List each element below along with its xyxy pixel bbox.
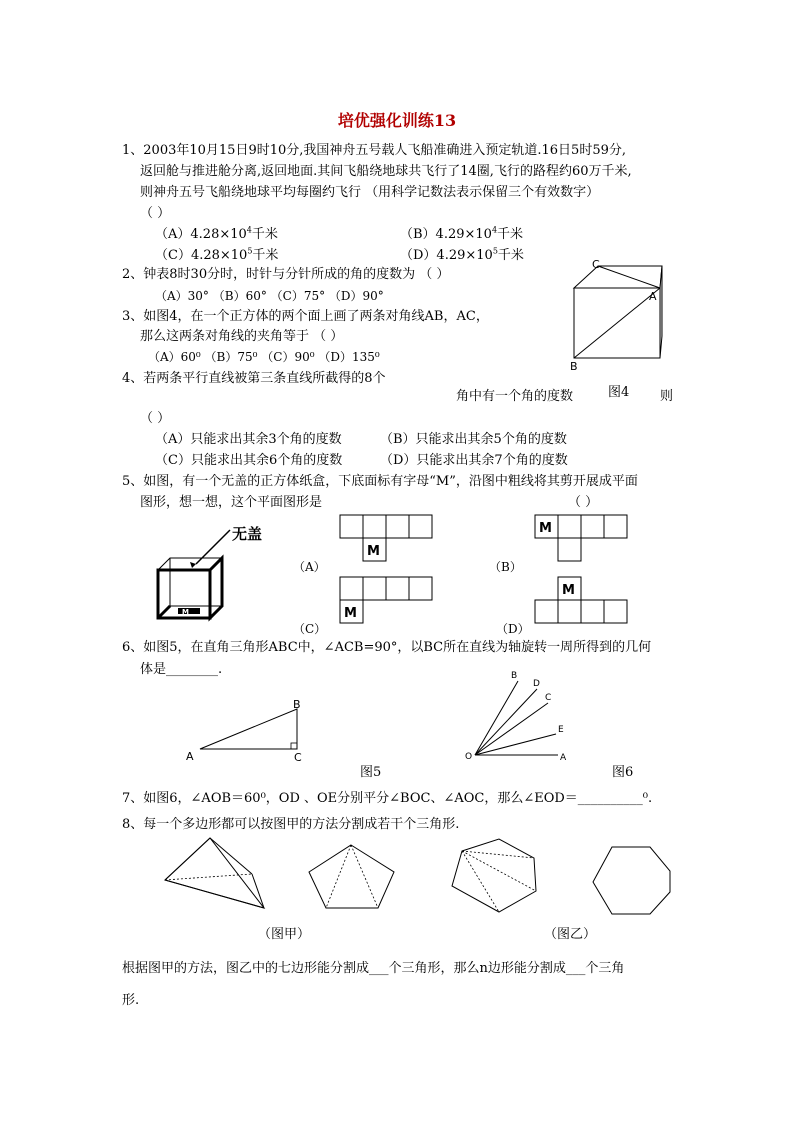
q4-option-a: （A）只能求出其余3个角的度数 (155, 432, 342, 447)
fig5-label-a: A (186, 750, 194, 763)
figure-yi-heptagon (590, 844, 675, 919)
q6-line2: 体是________. (140, 662, 223, 677)
q4-line2-end: 则 (660, 389, 674, 404)
box-label-no-lid: 无盖 (232, 525, 263, 543)
diagonal-ab (574, 288, 660, 358)
net-a-letter: M (367, 544, 380, 559)
net-d-letter: M (562, 583, 575, 598)
net-label-b: （B） (489, 560, 522, 574)
net-label-c: （C） (293, 622, 327, 636)
figure-6-rays (463, 668, 583, 768)
label-c: C (592, 258, 600, 271)
page-title: 培优强化训练13 (337, 111, 457, 130)
q2-options: （A）30° （B）60° （C）75° （D）90° (155, 289, 384, 303)
net-option-c (339, 576, 434, 626)
net-option-a (339, 514, 434, 564)
box-letter: M (182, 608, 189, 616)
q1-option-c: $(C)4.28\times 10^5$千米 (155, 246, 279, 263)
right-angle-mark (291, 743, 297, 749)
cube-top-face (574, 266, 662, 288)
q5-line1: 5、如图，有一个无盖的正方体纸盒，下底面标有字母“M”，沿图中粗线将其剪开展成平面 (122, 474, 638, 489)
q4-option-c: （C）只能求出其余6个角的度数 (155, 453, 343, 468)
net-b-letter: M (539, 521, 552, 536)
fig6-label-b: B (511, 671, 518, 681)
figure-5-caption: 图5 (360, 765, 382, 780)
fig6-label-e: E (558, 725, 564, 735)
q1-blank: （ ） (140, 206, 171, 221)
q1-option-d: $(D)4.29\times 10^5$千米 (400, 246, 524, 263)
caption-figure-jia: （图甲） (258, 927, 311, 942)
net-label-a: （A） (293, 560, 326, 574)
q3-options: （A）60⁰ （B）75⁰ （C）90⁰ （D）135⁰ (148, 350, 380, 364)
q3-line2: 那么这两条对角线的夹角等于 （ ） (140, 329, 344, 344)
ray-od (475, 689, 537, 755)
label-a: A (649, 290, 657, 303)
figure-6-caption: 图6 (612, 765, 634, 780)
figure-4-caption: 图4 (608, 385, 630, 400)
fig6-label-o: O (465, 752, 473, 762)
fig6-label-d: D (533, 679, 540, 689)
caption-figure-yi: （图乙） (544, 927, 597, 942)
ray-oe (475, 734, 556, 755)
q3-line1: 3、如图4，在一个正方体的两个面上画了两条对角线AB，AC， (122, 309, 489, 324)
q1-line1: 1、2003年10月15日9时10分,我国神舟五号载人飞船准确进入预定轨道.16日5时59分, (122, 143, 627, 158)
q8-line1: 8、每一个多边形都可以按图甲的方法分割成若干个三角形. (122, 817, 460, 832)
ray-ob (475, 681, 518, 755)
net-label-d: （D） (496, 622, 530, 636)
fig6-label-a: A (560, 753, 567, 763)
figure-5-triangle (184, 696, 314, 766)
figure-jia-pentagon (306, 840, 406, 915)
open-box-figure (152, 528, 242, 628)
q4-option-d: （D）只能求出其余7个角的度数 (380, 453, 568, 468)
fig5-label-b: B (293, 698, 301, 711)
diagonal-ac (598, 266, 660, 288)
q1-option-b: $(B)4.29\times 10^4$千米 (400, 225, 524, 242)
q1-line2: 返回舱与推进舱分离,返回地面.其间飞船绕地球共飞行了14圈,飞行的路程约60万千米, (140, 164, 632, 179)
q5-blank: （ ） (568, 495, 599, 510)
q8-line3: 形. (122, 993, 140, 1008)
figure-4-cube (565, 258, 675, 388)
cube-right-face (660, 266, 662, 358)
q1-line3: 则神舟五号飞船绕地球平均每圈约飞行 （用科学记数法表示保留三个有效数字） (140, 185, 600, 200)
q7-text: 7、如图6，∠AOB＝60⁰，OD 、OE分别平分∠BOC、∠AOC，那么∠EOD＝__________⁰. (122, 791, 653, 806)
figure-jia-quadrilateral (162, 834, 272, 909)
q2-text: 2、钟表8时30分时，时针与分针所成的角的度数为 （ ） (122, 267, 450, 282)
net-option-b (534, 514, 629, 564)
q4-option-b: （B）只能求出其余5个角的度数 (380, 432, 567, 447)
figure-jia-hexagon (444, 836, 544, 916)
q4-blank: （ ） (140, 411, 171, 426)
net-c-letter: M (344, 606, 357, 621)
fig6-label-c: C (545, 693, 552, 703)
q4-line2: 角中有一个角的度数 (456, 389, 574, 404)
q6-line1: 6、如图5，在直角三角形ABC中，∠ACB=90°，以BC所在直线为轴旋转一周所得到的几何 (122, 640, 652, 655)
ray-oc (475, 703, 548, 755)
fig5-label-c: C (294, 751, 302, 764)
q5-line2: 图形，想一想，这个平面图形是 (140, 495, 323, 510)
net-option-d (534, 576, 629, 626)
q1-option-a: $(A)4.28\times 10^4$千米 (155, 225, 278, 242)
label-b: B (570, 360, 578, 373)
q8-line2: 根据图甲的方法，图乙中的七边形能分割成___个三角形，那么n边形能分割成___个三角 (122, 961, 625, 976)
q4-line1: 4、若两条平行直线被第三条直线所截得的8个 (122, 371, 386, 386)
